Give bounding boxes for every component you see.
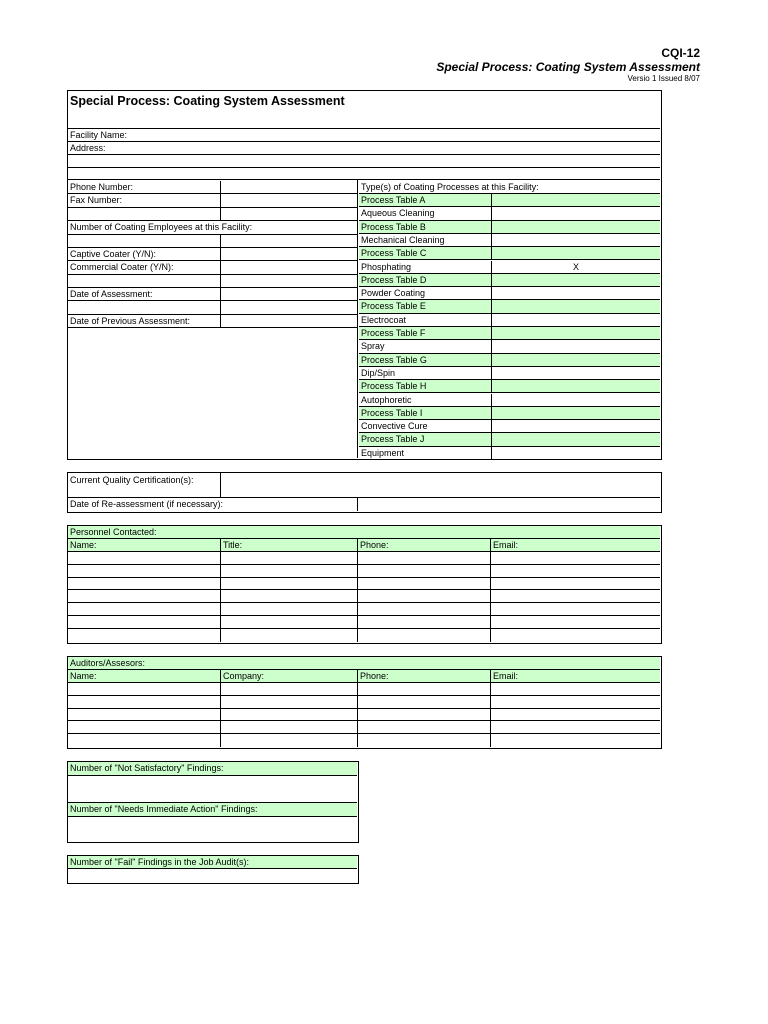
spacer-value-4: [220, 301, 357, 315]
personnel-cell[interactable]: [357, 590, 490, 603]
auditors-cell[interactable]: [68, 696, 220, 709]
process-name: Dip/Spin: [359, 367, 491, 380]
findings-box: [67, 761, 359, 843]
process-table-selector[interactable]: [491, 300, 660, 313]
current-certification-value[interactable]: [220, 473, 660, 498]
personnel-cell[interactable]: [490, 616, 660, 629]
process-mark[interactable]: [491, 287, 660, 300]
process-table-label: Process Table H: [359, 380, 491, 393]
personnel-cell[interactable]: [220, 590, 357, 603]
process-table-label: Process Table C: [359, 247, 491, 260]
previous-assessment-value[interactable]: [220, 315, 357, 328]
personnel-cell[interactable]: [68, 603, 220, 616]
personnel-cell[interactable]: [68, 616, 220, 629]
process-name: Aqueous Cleaning: [359, 207, 491, 220]
process-table-label: Process Table E: [359, 300, 491, 313]
not-satisfactory-value[interactable]: [68, 776, 357, 803]
captive-value[interactable]: [220, 248, 357, 261]
process-table-label: Process Table I: [359, 407, 491, 420]
process-types-heading: Type(s) of Coating Processes at this Facility:: [359, 181, 660, 194]
fax-label: Fax Number:: [68, 194, 220, 208]
auditors-cell[interactable]: [357, 683, 490, 696]
process-name: Electrocoat: [359, 314, 491, 327]
personnel-cell[interactable]: [68, 565, 220, 578]
process-table-label: Process Table D: [359, 274, 491, 287]
auditors-cell[interactable]: [490, 734, 660, 747]
auditors-cell[interactable]: [490, 709, 660, 722]
fail-findings-value[interactable]: [68, 869, 357, 882]
spacer-row: [68, 208, 220, 221]
process-table-label: Process Table J: [359, 433, 491, 446]
auditors-column-header: Email:: [490, 670, 660, 683]
auditors-cell[interactable]: [220, 721, 357, 734]
auditors-cell[interactable]: [357, 696, 490, 709]
auditors-cell[interactable]: [68, 721, 220, 734]
reassessment-value[interactable]: [357, 498, 660, 511]
process-mark[interactable]: [491, 394, 660, 407]
address-line-2[interactable]: [68, 155, 660, 168]
process-table-label: Process Table A: [359, 194, 491, 207]
personnel-cell[interactable]: [220, 552, 357, 565]
process-mark[interactable]: [491, 420, 660, 433]
process-table-selector[interactable]: [491, 327, 660, 340]
commercial-value[interactable]: [220, 261, 357, 275]
auditors-column-header: Name:: [68, 670, 220, 683]
document-header: [436, 46, 700, 84]
process-mark[interactable]: [491, 367, 660, 380]
process-table-label: Process Table F: [359, 327, 491, 340]
personnel-cell[interactable]: [490, 603, 660, 616]
personnel-cell[interactable]: [357, 603, 490, 616]
phone-value[interactable]: [220, 181, 357, 194]
auditors-cell[interactable]: [68, 709, 220, 722]
process-mark[interactable]: [491, 447, 660, 460]
personnel-column-header: Name:: [68, 539, 220, 552]
personnel-column-header: Title:: [220, 539, 357, 552]
process-table-selector[interactable]: [491, 380, 660, 393]
personnel-cell[interactable]: [357, 552, 490, 565]
process-column-divider: [357, 179, 358, 458]
auditors-column-header: Company:: [220, 670, 357, 683]
process-mark[interactable]: [491, 340, 660, 353]
commercial-label: Commercial Coater (Y/N):: [68, 261, 220, 275]
fail-findings-box: [67, 855, 359, 884]
personnel-cell[interactable]: [220, 565, 357, 578]
spacer-value-3: [220, 275, 357, 288]
document-version: Versio 1 Issued 8/07: [627, 74, 700, 83]
certification-box: [67, 472, 662, 513]
auditors-cell[interactable]: [68, 734, 220, 747]
address-field[interactable]: Address:: [68, 142, 660, 155]
personnel-cell[interactable]: [490, 629, 660, 642]
spacer-row-4: [68, 301, 220, 315]
personnel-cell[interactable]: [220, 629, 357, 642]
process-table-selector[interactable]: [491, 407, 660, 420]
personnel-cell[interactable]: [68, 590, 220, 603]
process-name: Phosphating: [359, 261, 491, 274]
process-mark[interactable]: [491, 207, 660, 220]
captive-label: Captive Coater (Y/N):: [68, 248, 220, 261]
process-table-label: Process Table B: [359, 221, 491, 234]
phone-label: Phone Number:: [68, 181, 220, 194]
process-table-selector[interactable]: [491, 221, 660, 234]
document-title: Special Process: Coating System Assessment: [436, 60, 700, 74]
assessment-date-value[interactable]: [220, 288, 357, 301]
auditors-cell[interactable]: [357, 709, 490, 722]
current-certification-label: Current Quality Certification(s):: [68, 473, 220, 498]
not-satisfactory-label: Number of "Not Satisfactory" Findings:: [68, 762, 357, 776]
notes-area[interactable]: [68, 328, 357, 458]
immediate-action-label: Number of "Needs Immediate Action" Findings:: [68, 803, 357, 817]
auditors-cell[interactable]: [357, 721, 490, 734]
personnel-cell[interactable]: [68, 629, 220, 642]
auditors-heading: Auditors/Assesors:: [68, 657, 660, 670]
employees-value[interactable]: [220, 235, 357, 248]
auditors-cell[interactable]: [220, 683, 357, 696]
auditors-column-header: Phone:: [357, 670, 490, 683]
section-divider: [68, 179, 660, 180]
spacer-row-3: [68, 275, 220, 288]
auditors-cell[interactable]: [357, 734, 490, 747]
employees-label: Number of Coating Employees at this Facility:: [68, 221, 357, 235]
form-title: Special Process: Coating System Assessment: [68, 91, 660, 129]
process-table-selector[interactable]: [491, 274, 660, 287]
personnel-column-header: Email:: [490, 539, 660, 552]
facility-form: [67, 90, 662, 460]
spacer-row-2: [68, 235, 220, 248]
reassessment-label: Date of Re-assessment (if necessary):: [70, 499, 224, 509]
process-name: Spray: [359, 340, 491, 353]
process-table-selector[interactable]: [491, 194, 660, 207]
process-name: Powder Coating: [359, 287, 491, 300]
personnel-cell[interactable]: [220, 616, 357, 629]
personnel-cell[interactable]: [490, 590, 660, 603]
process-table-label: Process Table G: [359, 354, 491, 367]
personnel-column-header: Phone:: [357, 539, 490, 552]
personnel-cell[interactable]: [357, 578, 490, 591]
auditors-cell[interactable]: [220, 734, 357, 747]
personnel-cell[interactable]: [357, 629, 490, 642]
personnel-table: [67, 525, 662, 644]
process-mark[interactable]: [491, 314, 660, 327]
auditors-cell[interactable]: [490, 721, 660, 734]
personnel-heading: Personnel Contacted:: [68, 526, 660, 539]
process-name: Equipment: [359, 447, 491, 460]
personnel-cell[interactable]: [220, 578, 357, 591]
personnel-cell[interactable]: [68, 578, 220, 591]
auditors-cell[interactable]: [490, 683, 660, 696]
auditors-cell[interactable]: [220, 709, 357, 722]
personnel-cell[interactable]: [68, 552, 220, 565]
auditors-table: [67, 656, 662, 749]
previous-assessment-label: Date of Previous Assessment:: [68, 315, 220, 328]
facility-name-field[interactable]: Facility Name:: [68, 129, 660, 142]
assessment-date-label: Date of Assessment:: [68, 288, 220, 301]
personnel-cell[interactable]: [490, 565, 660, 578]
personnel-cell[interactable]: [357, 565, 490, 578]
process-mark[interactable]: [491, 234, 660, 247]
process-mark[interactable]: X: [491, 261, 660, 274]
process-table-selector[interactable]: [491, 433, 660, 446]
immediate-action-value[interactable]: [68, 817, 357, 841]
personnel-cell[interactable]: [220, 603, 357, 616]
process-table-selector[interactable]: [491, 247, 660, 260]
fax-value[interactable]: [220, 194, 357, 208]
auditors-cell[interactable]: [220, 696, 357, 709]
process-name: Mechanical Cleaning: [359, 234, 491, 247]
personnel-cell[interactable]: [490, 552, 660, 565]
personnel-cell[interactable]: [357, 616, 490, 629]
fail-findings-label: Number of "Fail" Findings in the Job Audit(s):: [68, 856, 357, 869]
personnel-cell[interactable]: [490, 578, 660, 591]
process-name: Convective Cure: [359, 420, 491, 433]
process-table-selector[interactable]: [491, 354, 660, 367]
auditors-cell[interactable]: [490, 696, 660, 709]
document-code: CQI-12: [661, 46, 700, 60]
auditors-cell[interactable]: [68, 683, 220, 696]
spacer-value: [220, 208, 357, 221]
process-name: Autophoretic: [359, 394, 491, 407]
